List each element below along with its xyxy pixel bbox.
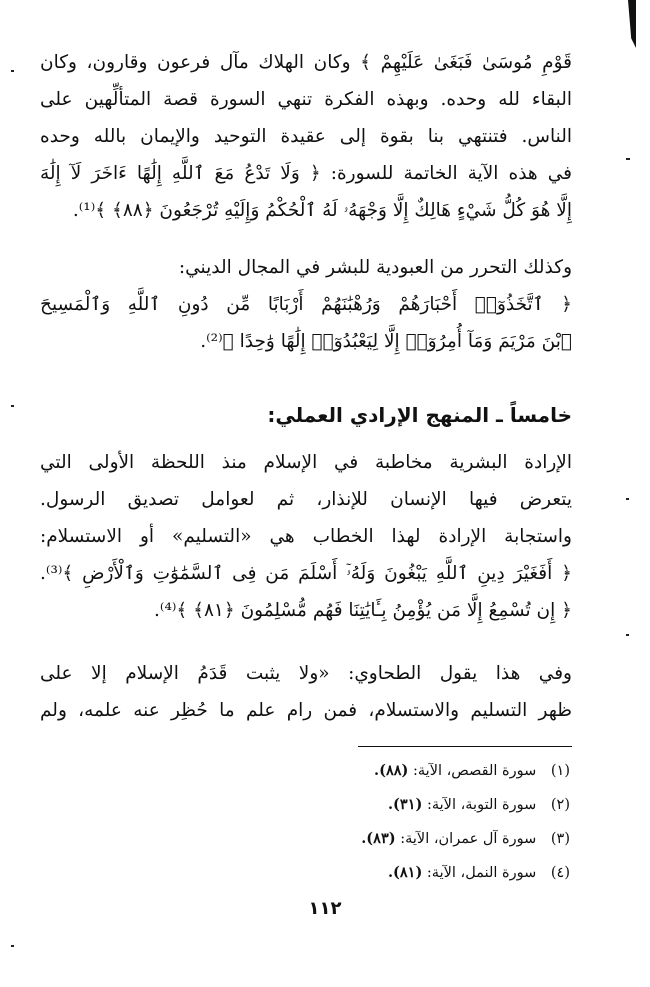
text-line: الإرادة البشرية مخاطبة في الإسلام منذ اللحظة الأولى التي (40, 452, 572, 473)
footnotes (300, 754, 570, 890)
footnote-item (300, 754, 570, 788)
paragraph-2 (40, 249, 572, 360)
footnote-text: سورة النمل، الآية: (426, 865, 537, 881)
text-line: وكذلك التحرر من العبودية للبشر في المجال الديني: (178, 257, 572, 278)
text-line: ٱبْنَ مَرْيَمَ وَمَآ أُمِرُوٓا۟ إِلَّا لِيَعْبُدُوٓا۟ إِلَٰهًا وَٰحِدًا ﴾⁽²⁾. (200, 331, 572, 352)
paragraph-1 (40, 44, 572, 229)
scan-speck (11, 405, 14, 407)
footnote-ref: (٣١). (388, 796, 423, 813)
paragraph-3 (40, 444, 572, 629)
footnote-text: سورة آل عمران، الآية: (400, 831, 537, 847)
paragraph-4 (40, 655, 572, 729)
text-line: يتعرض فيها الإنسان للإنذار، ثم لعوامل تصديق الرسول. (40, 489, 572, 510)
footnote-ref: (٨٣). (361, 830, 396, 847)
scan-speck (11, 945, 14, 947)
text-line: ظهر التسليم والاستسلام، فمن رام علم ما حُظِر عنه علمه، ولم (40, 700, 572, 721)
text-line: وفي هذا يقول الطحاوي: «ولا يثبت قَدَمُ الإسلام إلا على (40, 663, 572, 684)
footnote-number: (٣) (550, 831, 570, 847)
text-line: ﴿ إِن تُسْمِعُ إِلَّا مَن يُؤْمِنُ بِـَٔايَٰتِنَا فَهُم مُّسْلِمُونَ ﴿٨١﴾ ﴾⁽⁴⁾. (154, 600, 572, 621)
text-line: البقاء لله وحده. وبهذه الفكرة تنهي السورة قصة المتألِّهين على (40, 89, 572, 110)
page-number: ١١٢ (308, 898, 342, 919)
footnote-number: (٢) (550, 797, 570, 813)
scan-speck (11, 70, 14, 72)
text-line: في هذه الآية الخاتمة للسورة: ﴿ وَلَا تَدْعُ مَعَ ٱللَّهِ إِلَٰهًا ءَاخَرَ لَآ إِلَٰهَ (40, 163, 572, 184)
section-heading: خامساً ـ المنهج الإرادي العملي: (267, 403, 572, 427)
footnote-item (300, 822, 570, 856)
footnote-ref: (٨١). (387, 864, 423, 881)
footnote-item (300, 788, 570, 822)
scan-speck (626, 158, 630, 160)
footnote-text: سورة التوبة، الآية: (426, 797, 537, 813)
text-line: إِلَّا هُوَ كُلُّ شَيْءٍ هَالِكٌ إِلَّا وَجْهَهُۥ لَهُ ٱلْحُكْمُ وَإِلَيْهِ تُرْجَعُونَ ﴿٨٨﴾ ﴾⁽¹⁾. (72, 200, 572, 221)
page-edge-shadow (628, 0, 636, 48)
text-line: واستجابة الإرادة لهذا الخطاب هي «التسليم» أو الاستسلام: (40, 526, 572, 547)
footnote-text: سورة القصص، الآية: (413, 763, 537, 779)
text-line: الناس. فتنتهي بنا بقوة إلى عقيدة التوحيد والإيمان بالله وحده (40, 126, 572, 147)
page-body (40, 44, 572, 729)
text-line: ﴿ أَفَغَيْرَ دِينِ ٱللَّهِ يَبْغُونَ وَلَهُۥٓ أَسْلَمَ مَن فِى ٱلسَّمَٰوَٰتِ وَٱلْأَرْضِ ﴾⁽³⁾. (40, 563, 572, 584)
footnote-number: (٤) (550, 865, 570, 881)
text-line: ﴿ ٱتَّخَذُوٓا۟ أَحْبَارَهُمْ وَرُهْبَٰنَهُمْ أَرْبَابًا مِّن دُونِ ٱللَّهِ وَٱلْمَسِيحَ (40, 294, 572, 315)
scan-speck (626, 634, 629, 636)
text-line: قَوْمِ مُوسَىٰ فَبَغَىٰ عَلَيْهِمْ ﴾ وكان الهلاك مآل فرعون وقارون، وكان (40, 52, 572, 73)
footnote-item (300, 856, 570, 890)
footnote-number: (١) (550, 763, 570, 779)
scan-speck (626, 498, 629, 500)
footnote-ref: (٨٨). (374, 762, 409, 779)
footnote-divider (358, 746, 572, 747)
